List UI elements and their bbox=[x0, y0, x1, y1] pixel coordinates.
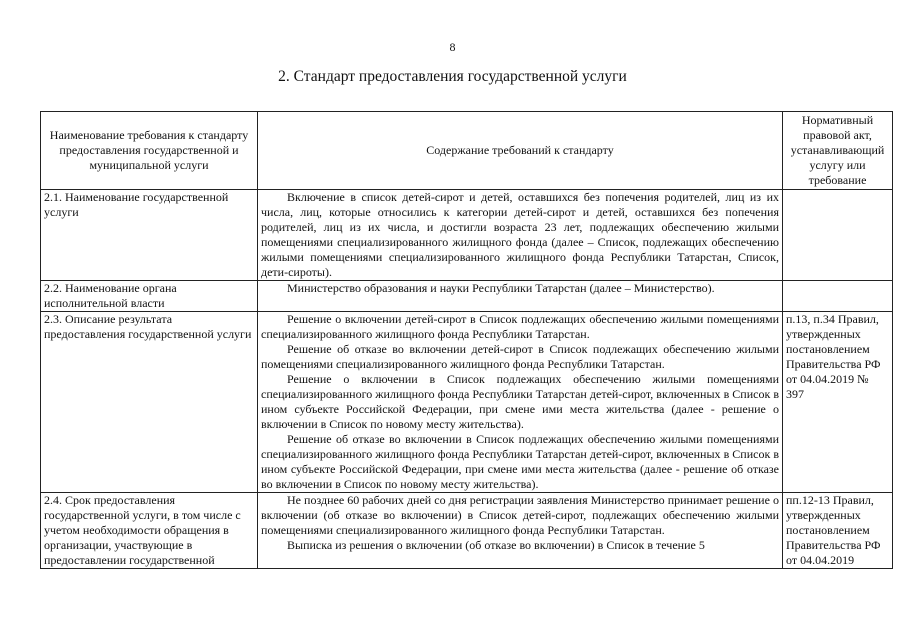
section-title: 2. Стандарт предоставления государственной услуги bbox=[278, 68, 627, 85]
column-header-requirement: Наименование требования к стандарту предоставления государственной и муниципальной услуги bbox=[41, 112, 258, 190]
content-paragraph: Решение о включении в Список подлежащих обеспечению жилыми помещениями специализированного жилищного фонда Республики Татарстан детей-сирот, включенных в Список в ином субъекте Российской Федерации, при смене ими места жительства (далее - решение о включении в Список по новому месту жительства). bbox=[261, 372, 779, 431]
requirement-name: 2.3. Описание результата предоставления государственной услуги bbox=[41, 312, 258, 493]
content-paragraph: Включение в список детей-сирот и детей, оставшихся без попечения родителей, лиц из их числа, лиц, которые относились к категории детей-сирот и детей, оставшихся без попечения родителей, лиц из их числа, и достигли возраста 23 лет, подлежащих обеспечению жилыми помещениями специализированного жилищного фонда (далее – Список, подлежащих обеспечению жилыми помещениями специализированного жилищного фонда Республики Татарстан, Список, дети-сироты). bbox=[261, 190, 779, 279]
requirement-name: 2.2. Наименование органа исполнительной власти bbox=[41, 281, 258, 312]
content-paragraph: Решение об отказе во включении в Список подлежащих обеспечению жилыми помещениями специализированного жилищного фонда Республики Татарстан детей-сирот, включенных в Список в ином субъекте Российской Федерации, при смене ими места жительства (далее - решение об отказе во включении в Список по новому месту жительства). bbox=[261, 432, 779, 491]
requirement-name: 2.1. Наименование государственной услуги bbox=[41, 190, 258, 281]
table-row bbox=[41, 281, 893, 312]
content-paragraph: Выписка из решения о включении (об отказе во включении) в Список в течение 5 bbox=[287, 538, 705, 552]
table-header-row bbox=[41, 112, 893, 190]
requirement-content bbox=[258, 493, 783, 569]
content-paragraph: Решение о включении детей-сирот в Список подлежащих обеспечению жилыми помещениями специализированного жилищного фонда Республики Татарстан. bbox=[261, 312, 779, 341]
content-paragraph: Не позднее 60 рабочих дней со дня регистрации заявления Министерство принимает решение о включении (об отказе во включении) в Список детей-сирот, подлежащих обеспечению жилыми помещениями специализированного жилищного фонда Республики Татарстан. bbox=[261, 493, 779, 537]
legal-act: пп.12-13 Правил, утвержденных постановлением Правительства РФ от 04.04.2019 bbox=[783, 493, 893, 569]
legal-act bbox=[783, 281, 893, 312]
requirement-content bbox=[258, 312, 783, 493]
requirement-content bbox=[258, 281, 783, 312]
content-paragraph: Министерство образования и науки Республики Татарстан (далее – Министерство). bbox=[287, 281, 715, 295]
page-number: 8 bbox=[449, 40, 456, 54]
table-row bbox=[41, 312, 893, 493]
table-row bbox=[41, 493, 893, 569]
content-paragraph: Решение об отказе во включении детей-сирот в Список подлежащих обеспечению жилыми помещениями специализированного жилищного фонда Республики Татарстан. bbox=[261, 342, 779, 371]
requirement-content bbox=[258, 190, 783, 281]
legal-act: п.13, п.34 Правил, утвержденных постановлением Правительства РФ от 04.04.2019 № 397 bbox=[783, 312, 893, 493]
column-header-content: Содержание требований к стандарту bbox=[258, 112, 783, 190]
legal-act bbox=[783, 190, 893, 281]
column-header-legal-act: Нормативный правовой акт, устанавливающий услугу или требование bbox=[783, 112, 893, 190]
table-row bbox=[41, 190, 893, 281]
standard-table bbox=[40, 111, 893, 569]
requirement-name: 2.4. Срок предоставления государственной услуги, в том числе с учетом необходимости обращения в организации, участвующие в предоставлении государственной bbox=[41, 493, 258, 569]
